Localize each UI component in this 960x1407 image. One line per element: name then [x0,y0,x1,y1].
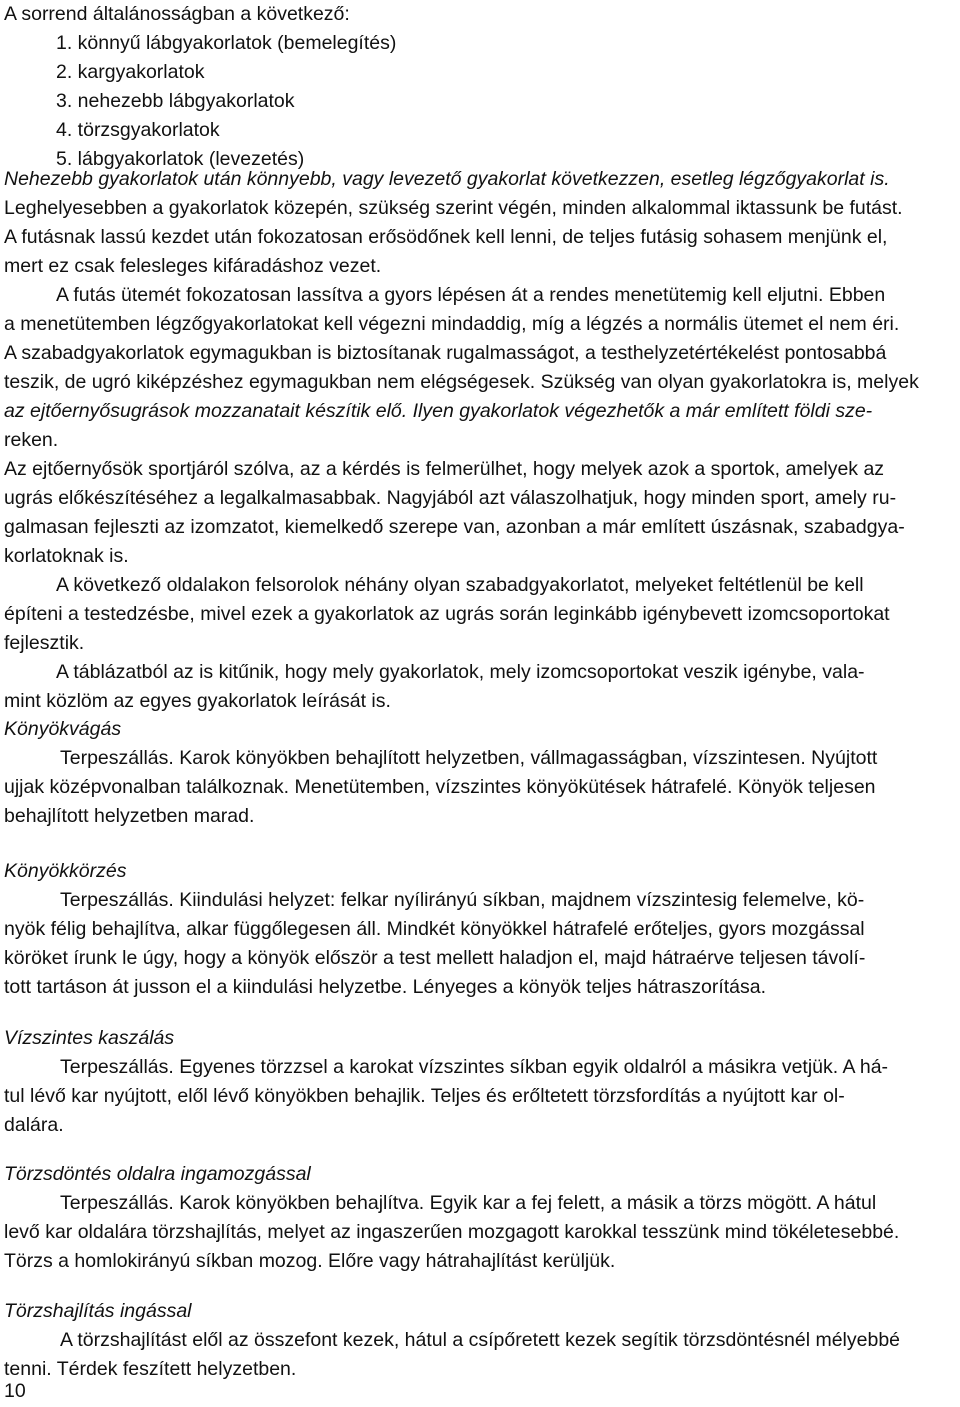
body-line: fejlesztik. [4,632,85,654]
exercise-title: Könyökvágás [4,718,122,740]
exercise-section [4,857,954,1002]
body-line: reken. [4,429,59,451]
body-text [4,165,954,716]
body-line: ugrás előkészítéséhez a legalkalmasabbak. Nagyjából azt válaszolhatjuk, hogy minden sport, amely ru- [4,487,897,509]
exercise-section [4,715,954,831]
intro-text: A sorrend általánosságban a következő: [4,3,350,25]
exercise-title: Vízszintes kaszálás [4,1027,175,1049]
body-line: A futás ütemét fokozatosan lassítva a gyors lépésen át a rendes menetütemig kell eljutni. Ebben [56,284,886,306]
exercise-line: Terpeszállás. Egyenes törzzsel a karokat vízszintes síkban egyik oldalról a másikra vetjük. A há- [60,1056,889,1078]
exercise-line: nyök félig behajlítva, alkar függőlegesen áll. Mindkét könyökkel hátrafelé erőteljes, gyors mozgással [4,918,865,940]
body-line: Leghelyesebben a gyakorlatok közepén, szükség szerint végén, minden alkalommal iktassunk be futást. [4,197,903,219]
exercise-line: tul lévő kar nyújtott, elől lévő könyökben behajlik. Teljes és erőltetett törzsfordítás a nyújtott kar ol- [4,1085,845,1107]
exercise-line: Terpeszállás. Kiindulási helyzet: felkar nyílirányú síkban, majdnem vízszintesig felemelve, kö- [60,889,865,911]
order-list-item: 4. törzsgyakorlatok [56,119,220,141]
order-list-item: 1. könnyű lábgyakorlatok (bemelegítés) [56,32,397,54]
order-list-item: 2. kargyakorlatok [56,61,205,83]
body-line: korlatoknak is. [4,545,129,567]
exercise-line: tenni. Térdek feszített helyzetben. [4,1358,297,1380]
body-line: A futásnak lassú kezdet után fokozatosan erősödőnek kell lenni, de teljes futásig sohasem menjünk el, [4,226,888,248]
page-number: 10 [4,1380,26,1402]
order-list-item: 5. lábgyakorlatok (levezetés) [56,148,305,170]
body-line: építeni a testedzésbe, mivel ezek a gyakorlatok az ugrás során leginkább igénybevett izomcsoportokat [4,603,890,625]
exercise-line: köröket írunk le úgy, hogy a könyök először a test mellett haladjon el, majd hátraérve teljesen távolí- [4,947,866,969]
body-line: A következő oldalakon felsorolok néhány olyan szabadgyakorlatot, melyeket feltétlenül be kell [56,574,864,596]
body-line: A táblázatból az is kitűnik, hogy mely gyakorlatok, mely izomcsoportokat veszik igénybe, vala- [56,661,865,683]
exercise-line: behajlított helyzetben marad. [4,805,255,827]
exercise-line: A törzshajlítást elől az összefont kezek, hátul a csípőretett kezek segítik törzsdöntésnél mélyebbé [60,1329,901,1351]
exercise-title: Könyökkörzés [4,860,127,882]
exercise-line: levő kar oldalára törzshajlítás, melyet az ingaszerűen mozgagott karokkal tesszünk mind tökéletesebbé. [4,1221,900,1243]
body-line: teszik, de ugró kiképzéshez egymagukban nem elégségesek. Szükség van olyan gyakorlatokra is, melyek [4,371,919,393]
body-line: az ejtőernyősugrások mozzanatait készítik elő. Ilyen gyakorlatok végezhetők a már említett földi sze- [4,400,873,422]
exercise-section [4,1297,954,1384]
exercise-line: Terpeszállás. Karok könyökben behajlítva. Egyik kar a fej felett, a másik a törzs mögött. A hátul [60,1192,877,1214]
exercise-line: Terpeszállás. Karok könyökben behajlított helyzetben, vállmagasságban, vízszintesen. Nyújtott [60,747,878,769]
body-line: A szabadgyakorlatok egymagukban is biztosítanak rugalmasságot, a testhelyzetértékelést pontosabbá [4,342,887,364]
body-line: mert ez csak felesleges kifáradáshoz vezet. [4,255,382,277]
intro-block [4,0,396,174]
exercise-section [4,1024,954,1140]
exercise-line: Törzs a homlokirányú síkban mozog. Előre vagy hátrahajlítást kerüljük. [4,1250,616,1272]
exercise-title: Törzshajlítás ingással [4,1300,192,1322]
exercise-line: ujjak középvonalban találkoznak. Menetütemben, vízszintes könyökütések hátrafelé. Könyök teljesen [4,776,876,798]
exercise-line: tott tartáson át jusson el a kiindulási helyzetbe. Lényeges a könyök teljes hátraszorítása. [4,976,767,998]
body-line: Az ejtőernyősök sportjáról szólva, az a kérdés is felmerülhet, hogy melyek azok a sportok, amelyek az [4,458,885,480]
exercise-title: Törzsdöntés oldalra ingamozgással [4,1163,311,1185]
body-line: Nehezebb gyakorlatok után könnyebb, vagy levezető gyakorlat következzen, esetleg légzőgyakorlat is. [4,168,890,190]
exercise-section [4,1160,954,1276]
order-list-item: 3. nehezebb lábgyakorlatok [56,90,295,112]
exercise-line: dalára. [4,1114,64,1136]
body-line: galmasan fejleszti az izomzatot, kiemelkedő szerepe van, azonban a már említett úszásnak, szabadgya- [4,516,905,538]
body-line: mint közlöm az egyes gyakorlatok leírását is. [4,690,391,712]
body-line: a menetütemben légzőgyakorlatokat kell végezni mindaddig, míg a légzés a normális ütemet el nem éri. [4,313,900,335]
